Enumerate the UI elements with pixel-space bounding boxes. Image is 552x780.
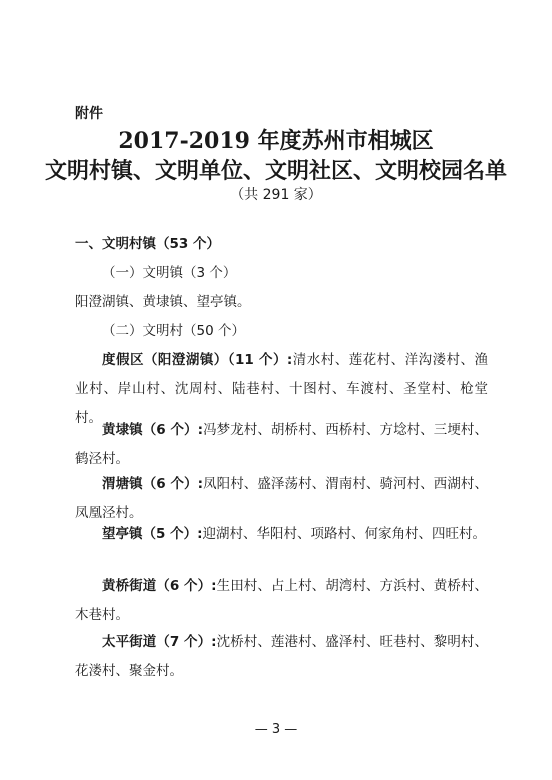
subsection-heading-civilized-villages: （二）文明村（50 个） <box>102 323 245 339</box>
group-content: 沈桥村、莲港村、盛泽村、旺巷村、黎明村、花溇村、聚金村。 <box>75 634 489 679</box>
group-paragraph <box>75 520 488 549</box>
subsection-heading-civilized-towns: （一）文明镇（3 个） <box>102 265 237 281</box>
group-content: 迎湖村、华阳村、项路村、何家角村、四旺村。 <box>202 526 486 542</box>
group-label: 黄埭镇（6 个）: <box>102 422 203 438</box>
group-label: 太平街道（7 个）: <box>102 634 217 650</box>
attachment-label: 附件 <box>75 106 103 122</box>
total-count-subtitle: （共 291 家） <box>230 187 322 203</box>
group-content: 清水村、莲花村、洋沟溇村、渔业村、岸山村、沈周村、陆巷村、十图村、车渡村、圣堂村、枪堂村。 <box>75 352 488 426</box>
group-label: 度假区（阳澄湖镇）（11 个）: <box>102 352 293 368</box>
group-content: 凤阳村、盛泽荡村、渭南村、骑河村、西湖村、凤凰泾村。 <box>75 476 488 521</box>
section-heading-civilized-villages-towns: 一、文明村镇（53 个） <box>75 236 220 252</box>
page-number: — 3 — <box>254 722 298 737</box>
group-label: 渭塘镇（6 个）: <box>102 476 203 492</box>
group-paragraph <box>75 628 488 686</box>
group-content: 生田村、占上村、胡湾村、方浜村、黄桥村、木巷村。 <box>75 578 489 623</box>
group-paragraph <box>75 572 488 630</box>
page-title-line-1: 2017-2019 年度苏州市相城区 <box>118 128 434 154</box>
group-paragraph <box>75 416 488 474</box>
group-label: 黄桥街道（6 个）: <box>102 578 217 594</box>
group-label: 望亭镇（5 个）: <box>102 526 203 542</box>
page-title-line-2: 文明村镇、文明单位、文明社区、文明校园名单 <box>44 158 507 184</box>
civilized-towns-list: 阳澄湖镇、黄埭镇、望亭镇。 <box>75 294 251 310</box>
group-content: 冯梦龙村、胡桥村、西桥村、方埝村、三埂村、鹤泾村。 <box>75 422 488 467</box>
